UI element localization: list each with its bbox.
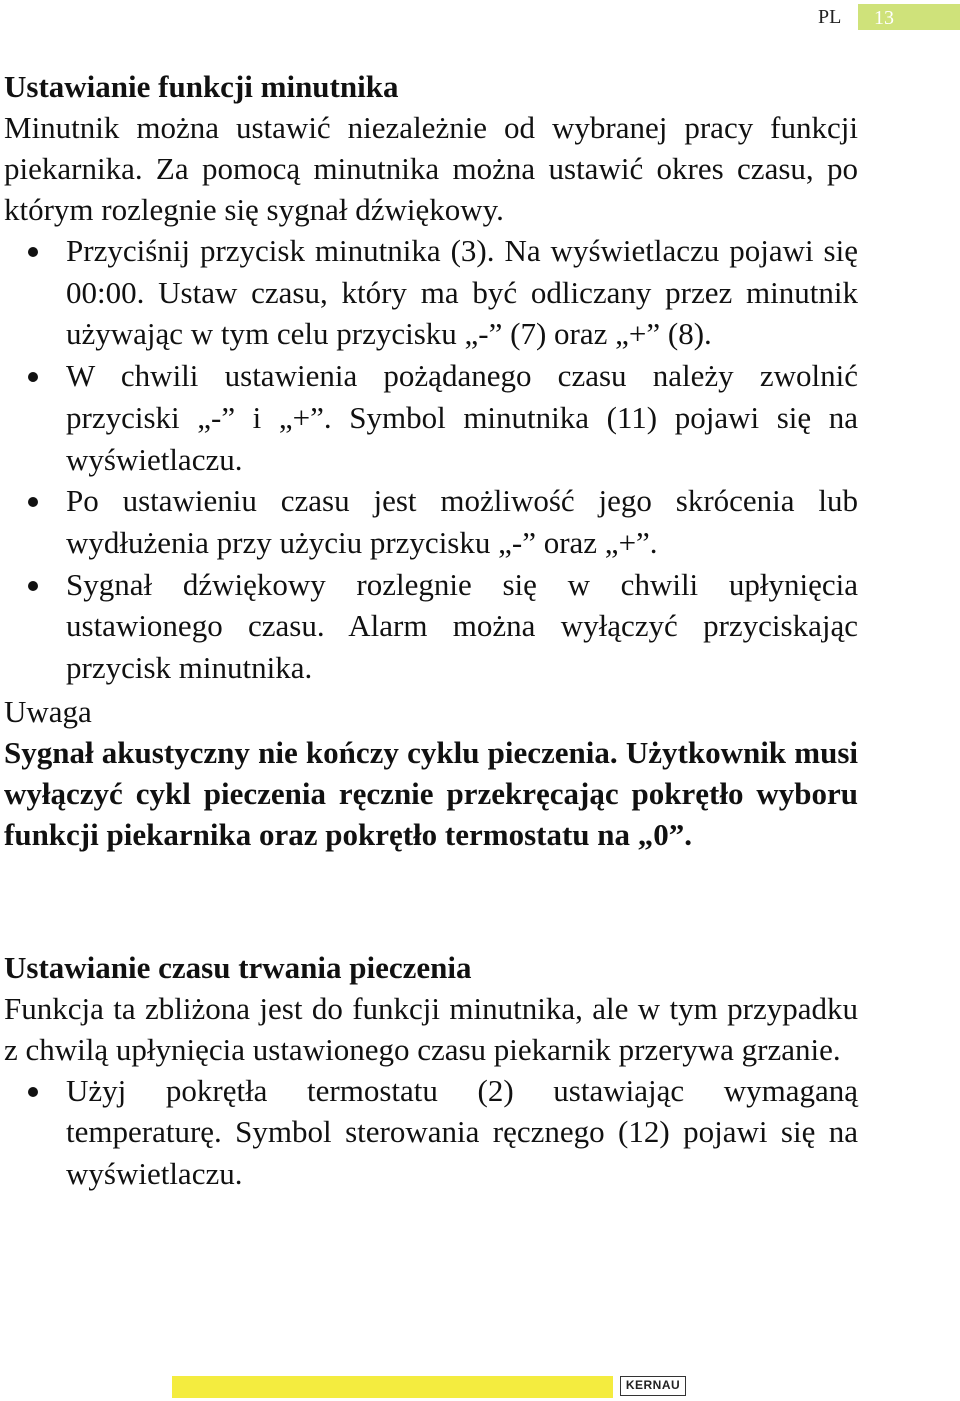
duration-steps-list — [4, 1070, 858, 1195]
list-item — [4, 1070, 858, 1195]
bullet-icon — [28, 1087, 38, 1097]
footer-bar — [172, 1376, 613, 1398]
section-intro-duration: Funkcja ta zbliżona jest do funkcji minutnika, ale w tym przypadku z chwilą upłynięcia ustawionego czasu piekarnik przerywa grzanie. — [4, 990, 858, 1067]
bullet-icon — [28, 247, 38, 257]
list-item-text: Użyj pokrętła termostatu (2) ustawiając wymaganą temperaturę. Symbol sterowania ręcznego (12) pojawi się na wyświetlaczu. — [66, 1072, 858, 1192]
bullet-icon — [28, 497, 38, 507]
page-header — [0, 0, 960, 34]
note-text: Sygnał akustyczny nie kończy cyklu pieczenia. Użytkownik musi wyłączyć cykl pieczenia ręcznie przekręcając pokrętło wyboru funkcji piekarnika oraz pokrętło termostatu na „0”. — [4, 734, 858, 852]
list-item — [4, 230, 858, 355]
language-code: PL — [818, 6, 842, 28]
list-item — [4, 355, 858, 480]
bullet-icon — [28, 581, 38, 591]
list-item-text: Po ustawieniu czasu jest możliwość jego skrócenia lub wydłużenia przy użyciu przycisku „-” oraz „+”. — [66, 483, 858, 560]
note-title: Uwaga — [4, 693, 92, 729]
list-item-text: Sygnał dźwiękowy rozlegnie się w chwili upłynięcia ustawionego czasu. Alarm można wyłączyć przyciskając przycisk minutnika. — [66, 566, 858, 686]
section-intro-timer: Minutnik można ustawić niezależnie od wybranej pracy funkcji piekarnika. Za pomocą minutnika można ustawić okres czasu, po którym rozlegnie się sygnał dźwiękowy. — [4, 110, 858, 227]
bullet-icon — [28, 372, 38, 382]
page-content — [4, 66, 858, 1195]
timer-steps-list — [4, 230, 858, 689]
list-item-text: W chwili ustawienia pożądanego czasu należy zwolnić przyciski „-” i „+”. Symbol minutnika (11) pojawi się na wyświetlaczu. — [66, 358, 858, 477]
list-item — [4, 480, 858, 563]
page-number-box — [858, 4, 960, 30]
page-number: 13 — [874, 7, 894, 29]
list-item — [4, 564, 858, 689]
section-title-timer: Ustawianie funkcji minutnika — [4, 69, 399, 104]
brand-logo: KERNAU — [620, 1376, 686, 1396]
list-item-text: Przyciśnij przycisk minutnika (3). Na wyświetlaczu pojawi się 00:00. Ustaw czasu, który ma być odliczany przez minutnik używając w tym celu przycisku „-” (7) oraz „+” (8). — [66, 233, 858, 352]
section-title-duration: Ustawianie czasu trwania pieczenia — [4, 949, 472, 985]
